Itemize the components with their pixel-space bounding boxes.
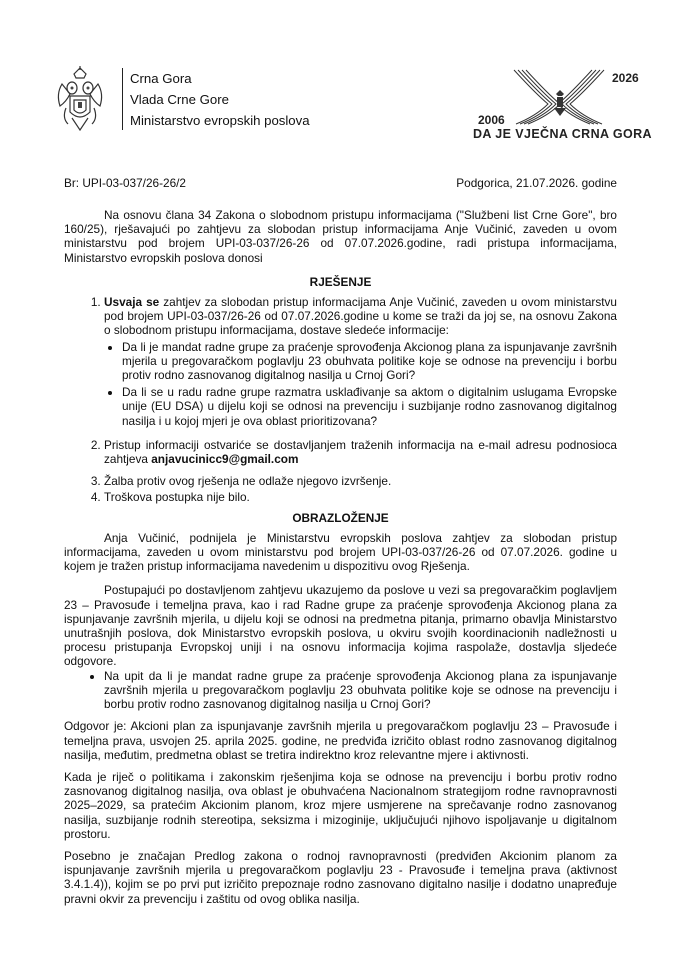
government-name: Vlada Crne Gore: [130, 92, 229, 107]
decision-item-1-bold: Usvaja se: [104, 295, 160, 310]
reasoning-bullet-list: [64, 669, 617, 712]
jubilee-year-left: 2006: [478, 113, 505, 127]
header-divider: [122, 68, 123, 130]
country-name: Crna Gora: [130, 71, 192, 86]
reasoning-paragraph-5: Posebno je značajan Predlog zakona o rodnoj ravnopravnosti (predviđen Akcionim planom za ispunjavanje završnih mjerila u pregovaračkom poglavlju 23 - Pravosuđe i temeljna prava (aktivnost 3.4.1.4)), kojim se po prvi put izričito prepoznaje rodno zasnovano digitalno nasilje i dodatno unapređuje pravni okvir za prevenciju i zaštitu od ovog oblika nasilja.: [64, 848, 617, 906]
decision-item-1-text: zahtjev za slobodan pristup informacijama Anje Vučinić, zaveden u ovom ministarstvu pod brojem UPI-03-037/26-26 od 07.07.2026.godine u kome se traži da joj se, na osnovu Zakona o slobodnom pristupu informacijama, dostave sledeće informacije:: [104, 295, 617, 338]
reference-line: [64, 176, 617, 190]
reasoning-bullet: • Na upit da li je mandat radne grupe za praćenje sprovođenja Akcionog plana za ispunjavanje završnih mjerila u pregovaračkom poglavlju 23 obuhvata politike koje se odnose na prevenciju i borbu protiv rodno zasnovanog digitalnog nasilja u Crnoj Gori?: [104, 669, 617, 712]
requested-info-item: • Da li je mandat radne grupe za praćenje sprovođenja Akcionog plana za ispunjavanje završnih mjerila u pregovaračkom poglavlju 23 obuhvata politike koje se odnose na prevenciju i borbu protiv rodno zasnovanog digitalnog nasilja u Crnoj Gori?: [122, 340, 617, 383]
requested-info-item: • Da li se u radu radne grupe razmatra usklađivanje sa aktom o digitalnim uslugama Evropske unije (EU DSA) u dijelu koji se odnosi na prevenciju i suzbijanje rodno zasnovanog digitalnog nasilja i u kojoj mjeri je ova oblast prioritizovana?: [122, 385, 617, 428]
ministry-name: Ministarstvo evropskih poslova: [130, 113, 310, 128]
jubilee-slogan: DA JE VJEČNA CRNA GORA: [473, 127, 652, 141]
decision-list: [64, 295, 617, 505]
requested-info-list: [104, 340, 617, 428]
reasoning-paragraph-1: Anja Vučinić, podnijela je Ministarstvu evropskih poslova zahtjev za slobodan pristup informacijama, zaveden u ovom ministarstvu pod brojem UPI-03-037/26-26 od 07.07.2026. godine u kojem je tražen pristup informacijama navedenim u dispozitivu ovog Rješenja.: [64, 530, 617, 574]
decision-heading: RJEŠENJE: [309, 274, 372, 289]
reasoning-paragraph-3: Odgovor je: Akcioni plan za ispunjavanje završnih mjerila u pregovaračkom poglavlju 23 – Pravosuđe i temeljna prava, usvojen 25. aprila 2025. godine, ne predviđa izričito oblast rodno zasnovanog digitalnog nasilja, međutim, predmetna oblast se tretira indirektno kroz relevantne mjere i aktivnosti.: [64, 719, 617, 762]
place-date: Podgorica, 21.07.2026. godine: [456, 176, 617, 190]
jubilee-year-right: 2026: [612, 71, 639, 85]
decision-item-2-text: Pristup informaciji ostvariće se dostavljanjem traženih informacija na e-mail adresu podnosioca zahtjeva: [104, 437, 617, 467]
reasoning-heading: OBRAZLOŽENJE: [292, 510, 389, 525]
decision-item-1: [104, 295, 617, 428]
applicant-email: anjavucinicc9@gmail.com: [151, 452, 299, 467]
reasoning-paragraph-4: Kada je riječ o politikama i zakonskim rješenjima koja se odnose na prevenciju i borbu protiv rodno zasnovanog digitalnog nasilja, ova oblast je obuhvaćena Nacionalnom strategijom rodne ravnopravnosti 2025–2029, sa pratećim Akcionim planom, kroz mjere usmjerene na sprečavanje rodno zasnovanog nasilja, suzbijanje rodnih stereotipa, seksizma i mizoginije, uključujući njihovo ispoljavanje u digitalnom prostoru.: [64, 769, 617, 841]
decision-item-3: 3. Žalba protiv ovog rješenja ne odlaže njegovo izvršenje.: [104, 474, 617, 488]
intro-paragraph: Na osnovu člana 34 Zakona o slobodnom pristupu informacijama ("Službeni list Crne Gore", bro 160/25), rješavajući po zahtjevu za slobodan pristup informacijama Anje Vučinić, zaveden u ovom ministarstvu pod brojem UPI-03-037/26-26 od 07.07.2026.godine, radi pristupa informacijama, Ministarstvo evropskih poslova donosi: [64, 208, 617, 265]
document-body: [64, 208, 617, 906]
reference-number: Br: UPI-03-037/26-26/2: [64, 176, 186, 190]
decision-item-4: 4. Troškova postupka nije bilo.: [104, 490, 617, 504]
decision-item-2: [104, 438, 617, 466]
ministry-header: [130, 68, 310, 131]
reasoning-paragraph-2: Postupajući po dostavljenom zahtjevu ukazujemo da poslove u vezi sa pregovaračkim poglavljem 23 – Pravosuđe i temeljna prava, kao i rad Radne grupe za praćenje sprovođenja Akcionog plana za ispunjavanje završnih mjerila, u dijelu koji se odnosi na predmetna pitanja, primarno obavlja Ministarstvo unutrašnjih poslova, dok Ministarstvo evropskih poslova, u okviru svojih koordinacionih nadležnosti u procesu pristupanja Evropskoj uniji i na osnovu informacija kojima raspolaže, dostavlja sljedeće odgovore.: [64, 583, 617, 669]
coat-of-arms-icon: [52, 66, 108, 136]
